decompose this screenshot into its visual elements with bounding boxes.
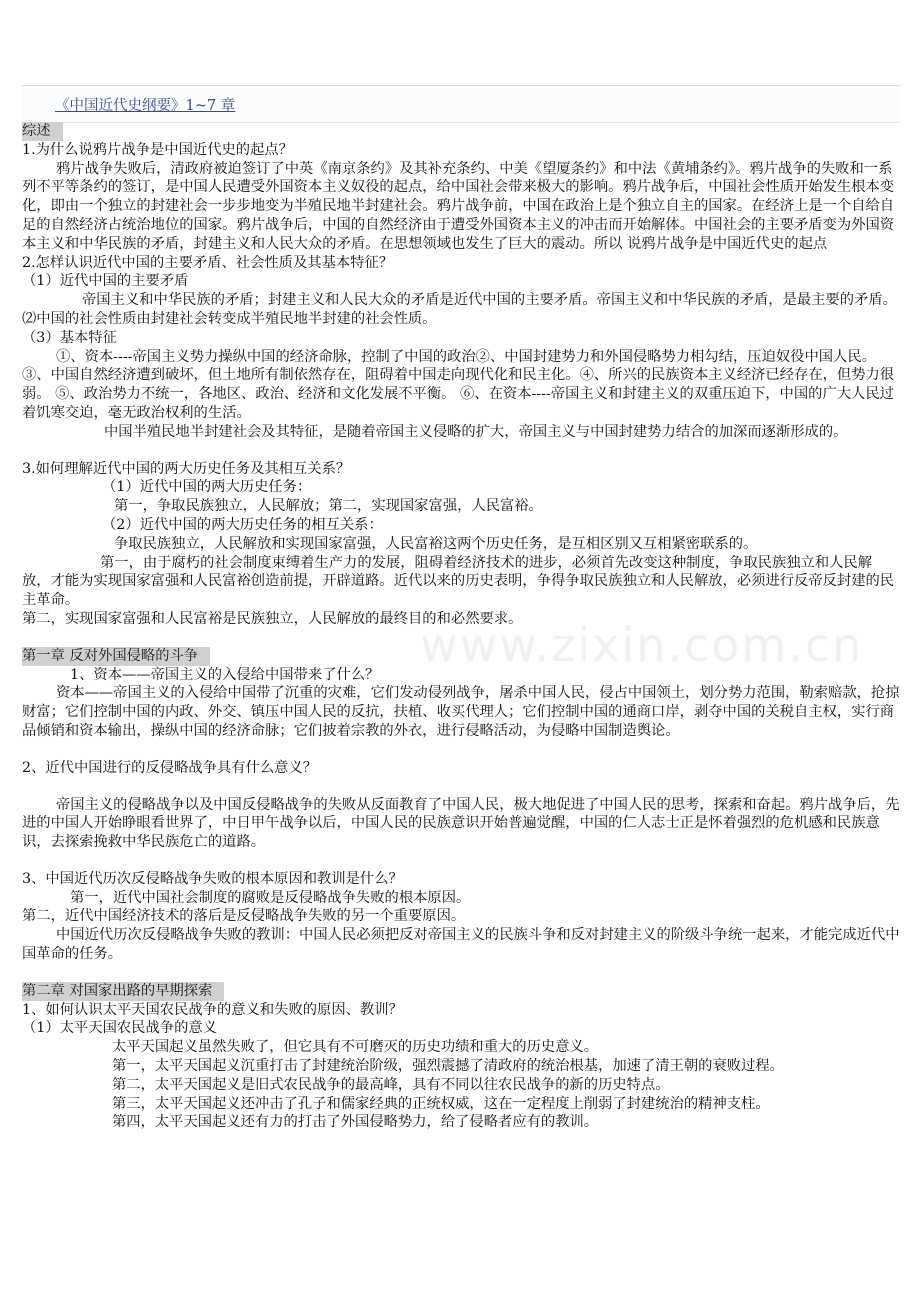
subheading: （1）太平天国农民战争的意义 bbox=[22, 1020, 217, 1037]
section-heading-overview: 综述 bbox=[22, 122, 63, 141]
answer-paragraph: ①、资本----帝国主义势力操纵中国的经济命脉，控制了中国的政治②、中国封建势力和外国侵略势力相勾结，压迫奴役中国人民。③、中国自然经济遭到破坏，但土地所有制依然存在，阻碍着中国走向现代化和民主化。④、所兴的民族资本主义经济已经存在，但势力很弱。 ⑤、政治势力不统一，各地区、政治、经济和文化发展不平衡。 ⑥、在资本----帝国主义和封建主义的双重压迫下，中国的广大人民过着饥寒交迫，毫无政治权利的生活。 bbox=[22, 348, 895, 421]
answer-line: 第一，争取民族独立，人民解放；第二，实现国家富强，人民富裕。 bbox=[114, 498, 543, 515]
question-heading: 3、中国近代历次反侵略战争失败的根本原因和教训是什么？ bbox=[22, 870, 403, 887]
answer-line: 第一，太平天国起义沉重打击了封建统治阶级，强烈震撼了清政府的统治根基，加速了清王朝的衰败过程。 bbox=[112, 1058, 784, 1075]
question-heading: 3.如何理解近代中国的两大历史任务及其相互关系？ bbox=[22, 460, 351, 477]
answer-line: 第四，太平天国起义还有力的打击了外国侵略势力，给了侵略者应有的教训。 bbox=[112, 1114, 599, 1131]
answer-line: 太平天国起义虽然失败了，但它具有不可磨灭的历史功绩和重大的历史意义。 bbox=[112, 1039, 599, 1056]
document-body bbox=[22, 122, 900, 1132]
subheading: （1）近代中国的两大历史任务： bbox=[102, 479, 312, 496]
subheading: （2）近代中国的两大历史任务的相互关系： bbox=[102, 516, 383, 533]
document-title bbox=[55, 94, 235, 115]
question-heading: 2、近代中国进行的反侵略战争具有什么意义？ bbox=[22, 759, 318, 776]
question-heading: 1、资本——帝国主义的入侵给中国带来了什么？ bbox=[70, 666, 380, 683]
subheading: ⑵中国的社会性质由封建社会转变成半殖民地半封建的社会性质。 bbox=[22, 310, 437, 327]
section-heading-chapter2: 第二章 对国家出路的早期探索 bbox=[22, 982, 224, 1001]
answer-paragraph: 鸦片战争失败后，清政府被迫签订了中英《南京条约》及其补充条约、中美《望厦条约》和中法《黄埔条约》。鸦片战争的失败和一系列不平等条约的签订，是中国人民遭受外国资本主义奴役的起点，给中国社会带来极大的影响。鸦片战争后，中国社会性质开始发生根本变化，即由一个独立的封建社会一步步地变为半殖民地半封建社会。鸦片战争前，中国在政治上是个独立自主的国家。在经济上是一个自给自足的自然经济占统治地位的国家。鸦片战争后，中国的自然经济由于遭受外国资本主义的冲击而开始解体。中国社会的主要矛盾变为外国资本主义和中华民族的矛盾，封建主义和人民大众的矛盾。在思想领域也发生了巨大的震动。所以 说鸦片战争是中国近代史的起点 bbox=[22, 160, 895, 252]
question-heading: 1、如何认识太平天国农民战争的意义和失败的原因、教训？ bbox=[22, 1001, 403, 1018]
answer-paragraph: 帝国主义和中华民族的矛盾；封建主义和人民大众的矛盾是近代中国的主要矛盾。帝国主义和中华民族的矛盾，是最主要的矛盾。 bbox=[82, 292, 897, 309]
answer-paragraph: 中国近代历次反侵略战争失败的教训：中国人民必须把反对帝国主义的民族斗争和反对封建主义的阶级斗争统一起来，才能完成近代中国革命的任务。 bbox=[22, 927, 900, 963]
answer-line: 第二，近代中国经济技术的落后是反侵略战争失败的另一个重要原因。 bbox=[22, 908, 466, 925]
section-heading-chapter1: 第一章 反对外国侵略的斗争 bbox=[22, 647, 210, 666]
subheading: （1）近代中国的主要矛盾 bbox=[22, 273, 189, 290]
answer-paragraph: 资本——帝国主义的入侵给中国带了沉重的灾难，它们发动侵列战争，屠杀中国人民，侵占中国领土，划分势力范围，勒索赔款，抢掠财富；它们控制中国的内政、外交、镇压中国人民的反抗，扶植、收买代理人；它们控制中国的通商口岸，剥夺中国的关税自主权，实行商品倾销和资本输出，操纵中国的经济命脉；它们披着宗教的外衣，进行侵略活动，为侵略中国制造舆论。 bbox=[22, 685, 900, 739]
subheading: （3）基本特征 bbox=[22, 329, 117, 346]
answer-line: 争取民族独立，人民解放和实现国家富强，人民富裕这两个历史任务，是互相区别又互相紧密联系的。 bbox=[114, 535, 758, 552]
question-heading: 2.怎样认识近代中国的主要矛盾、社会性质及其基本特征？ bbox=[22, 254, 394, 271]
answer-line: 第三，太平天国起义还冲击了孔子和儒家经典的正统权威，这在一定程度上削弱了封建统治的精神支柱。 bbox=[112, 1095, 770, 1112]
answer-paragraph: 帝国主义的侵略战争以及中国反侵略战争的失败从反面教育了中国人民，极大地促进了中国人民的思考，探索和奋起。鸦片战争后，先进的中国人开始睁眼看世界了，中日甲午战争以后，中国人民的民族意识开始普遍觉醒，中国的仁人志士正是怀着强烈的危机感和民族意识，去探索挽救中华民族危亡的道路。 bbox=[22, 796, 900, 851]
question-heading: 1.为什么说鸦片战争是中国近代史的起点？ bbox=[22, 141, 293, 158]
answer-line: 第一，近代中国社会制度的腐败是反侵略战争失败的根本原因。 bbox=[70, 889, 471, 906]
answer-line: 第二，太平天国起义是旧式农民战争的最高峰，具有不同以往农民战争的新的历史特点。 bbox=[112, 1076, 670, 1093]
answer-line: 第二，实现国家富强和人民富裕是民族独立，人民解放的最终目的和必然要求。 bbox=[22, 610, 523, 627]
document-title-link[interactable]: 《中国近代史纲要》1~7 章 bbox=[55, 98, 236, 114]
watermark: www.zixin.com.cn bbox=[420, 618, 864, 672]
answer-paragraph: 第一，由于腐朽的社会制度束缚着生产力的发展，阻碍着经济技术的进步，必须首先改变这种制度，争取民族独立和人民解放，才能为实现国家富强和人民富裕创造前提，开辟道路。近代以来的历史表明，争得争取民族独立和人民解放，必须进行反帝反封建的民主革命。 bbox=[22, 554, 895, 609]
answer-paragraph: 中国半殖民地半封建社会及其特征，是随着帝国主义侵略的扩大，帝国主义与中国封建势力结合的加深而逐渐形成的。 bbox=[104, 423, 848, 440]
